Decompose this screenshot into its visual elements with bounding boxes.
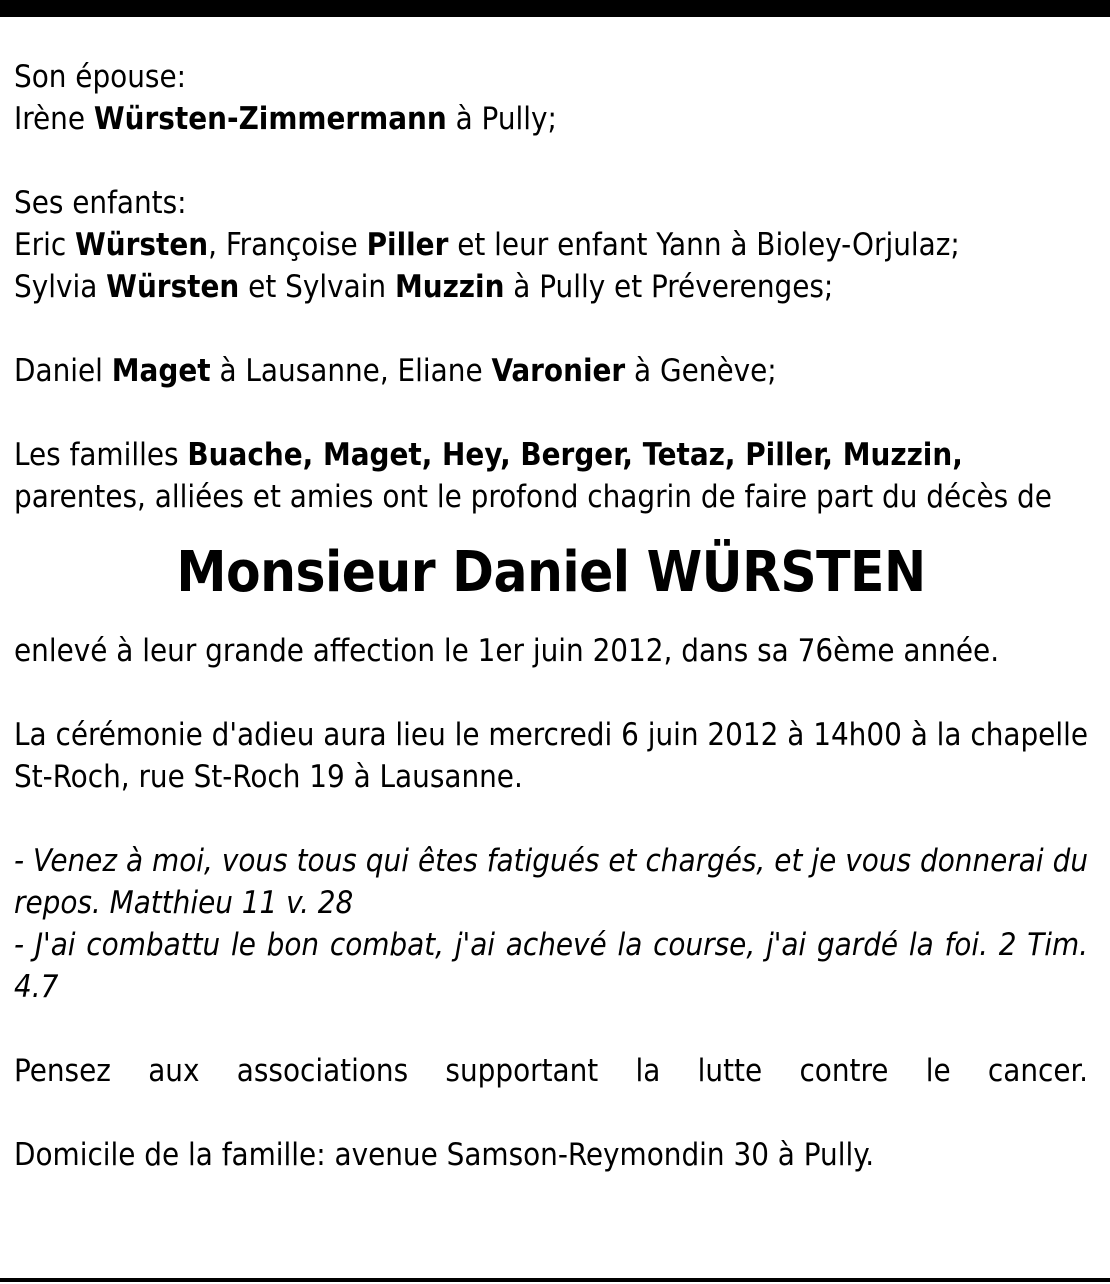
bible-verse-2: - J'ai combattu le bon combat, j'ai achevé la course, j'ai gardé la foi. 2 Tim. 4.7 [14,927,1088,1005]
spouse-line [14,98,1088,140]
spouse-place: à Pully; [455,101,557,137]
death-notice: enlevé à leur grande affection le 1er juin 2012, dans sa 76ème année. [14,633,1000,669]
child-last-name: Würsten [75,227,209,263]
spouse-first-name: Irène [14,101,86,137]
children-line-1: Eric Würsten, Françoise Piller et leur enfant Yann à Bioley-Orjulaz; [14,227,960,263]
children-heading: Ses enfants: [14,185,187,221]
bible-verse-1: - Venez à moi, vous tous qui êtes fatigués et chargés, et je vous donnerai du repos. Matthieu 11 v. 28 [14,843,1088,921]
families-paragraph: Les familles Buache, Maget, Hey, Berger, Tetaz, Piller, Muzzin, parentes, alliées et amies ont le profond chagrin de faire part du décès de [14,437,1052,515]
donation-note: Pensez aux associations supportant la lutte contre le cancer. [14,1053,1088,1089]
child-last-name: Würsten [106,269,240,305]
partner-last-name: Piller [366,227,449,263]
family-residence: Domicile de la famille: avenue Samson-Reymondin 30 à Pully. [14,1137,875,1173]
bottom-border-rule [0,1278,1110,1282]
relative-last-name: Varonier [491,353,626,389]
obituary-notice [14,56,1088,1176]
top-border-rule [0,0,1110,17]
relative-last-name: Maget [111,353,211,389]
relatives-line: Daniel Maget à Lausanne, Eliane Varonier à Genève; [14,353,777,389]
deceased-name: Monsieur Daniel WÜRSTEN [176,540,926,605]
partner-last-name: Muzzin [394,269,505,305]
children-line-2: Sylvia Würsten et Sylvain Muzzin à Pully et Préverenges; [14,269,834,305]
families-text: parentes, alliées et amies ont le profond chagrin de faire part du décès de [14,479,1052,515]
ceremony-details: La cérémonie d'adieu aura lieu le mercredi 6 juin 2012 à 14h00 à la chapelle St-Roch, rue St-Roch 19 à Lausanne. [14,717,1088,795]
spouse-heading: Son épouse: [14,59,187,95]
spouse-last-name: Würsten-Zimmermann [93,101,447,137]
family-names: Buache, Maget, Hey, Berger, Tetaz, Piller, Muzzin, [187,437,963,473]
